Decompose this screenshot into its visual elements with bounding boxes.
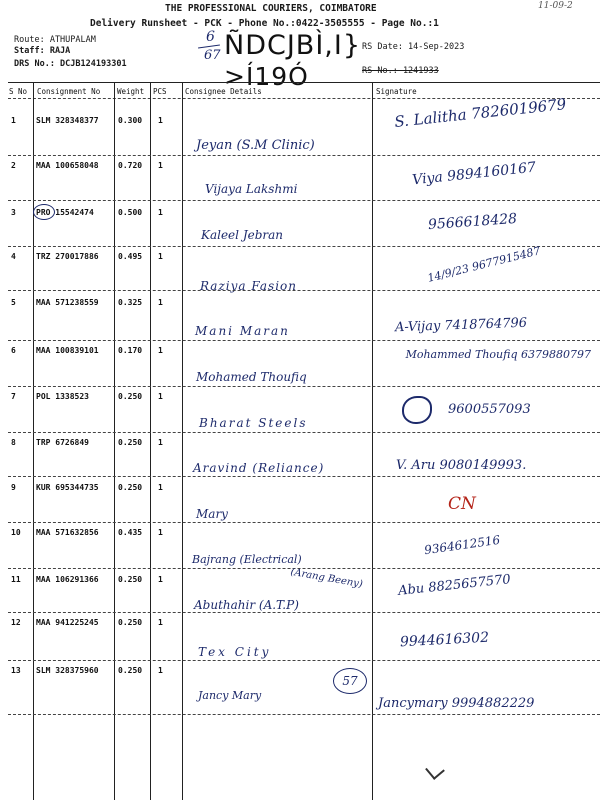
row-4-consignee: Raziya Fasion bbox=[200, 279, 297, 293]
col-divider-2 bbox=[114, 82, 115, 800]
row-2-signature: Viya 9894160167 bbox=[411, 159, 537, 189]
row-divider bbox=[8, 612, 600, 613]
col-divider-5 bbox=[372, 82, 373, 800]
row-divider bbox=[8, 155, 600, 156]
row-5-consignee: Mani Maran bbox=[195, 324, 290, 338]
row-3-circle-mark bbox=[33, 204, 55, 220]
row-2-sno: 2 bbox=[11, 161, 16, 170]
row-8-pcs: 1 bbox=[158, 438, 163, 447]
row-divider bbox=[8, 660, 600, 661]
company-title: THE PROFESSIONAL COURIERS, COIMBATORE bbox=[165, 3, 377, 14]
col-divider-1 bbox=[33, 82, 34, 800]
row-12-sno: 12 bbox=[11, 618, 21, 627]
row-1-pcs: 1 bbox=[158, 116, 163, 125]
route-label: Route: ATHUPALAM bbox=[14, 35, 96, 45]
row-divider bbox=[8, 522, 600, 523]
row-10-consignment: MAA 571632856 bbox=[36, 528, 99, 537]
row-7-signature-scribble bbox=[402, 396, 432, 424]
row-11-pcs: 1 bbox=[158, 575, 163, 584]
handwritten-count-top: 6 bbox=[206, 29, 215, 45]
row-9-weight: 0.250 bbox=[118, 483, 143, 492]
row-8-sno: 8 bbox=[11, 438, 16, 447]
row-3-signature: 9566618428 bbox=[427, 210, 518, 234]
row-9-signature: CN bbox=[448, 494, 476, 514]
row-4-weight: 0.495 bbox=[118, 252, 143, 261]
row-4-sno: 4 bbox=[11, 252, 16, 261]
row-13-sno: 13 bbox=[11, 666, 21, 675]
row-5-signature: A-Vijay 7418764796 bbox=[394, 315, 528, 336]
barcode-text-line2: >Í19Ó bbox=[224, 62, 309, 91]
row-10-signature: 9364612516 bbox=[423, 532, 501, 558]
col-header-weight: Weight bbox=[117, 87, 145, 96]
row-10-sno: 10 bbox=[11, 528, 21, 537]
row-5-consignment: MAA 571238559 bbox=[36, 298, 99, 307]
row-6-weight: 0.170 bbox=[118, 346, 143, 355]
row-divider bbox=[8, 246, 600, 247]
row-divider bbox=[8, 200, 600, 201]
header-bottom-border bbox=[8, 98, 600, 99]
row-3-sno: 3 bbox=[11, 208, 16, 217]
row-1-sno: 1 bbox=[11, 116, 16, 125]
row-divider bbox=[8, 476, 600, 477]
row-11-sno: 11 bbox=[11, 575, 21, 584]
col-header-consignee: Consignee Details bbox=[185, 87, 262, 96]
row-5-weight: 0.325 bbox=[118, 298, 143, 307]
row-9-consignee: Mary bbox=[196, 507, 228, 521]
row-13-signature: Jancymary 9994882229 bbox=[378, 696, 535, 711]
row-1-consignment: SLM 328348377 bbox=[36, 116, 99, 125]
row-2-consignment: MAA 100658048 bbox=[36, 161, 99, 170]
row-4-pcs: 1 bbox=[158, 252, 163, 261]
row-3-consignee: Kaleel Jebran bbox=[201, 228, 284, 242]
row-divider bbox=[8, 714, 600, 715]
row-10-weight: 0.435 bbox=[118, 528, 143, 537]
row-11-consignment: MAA 106291366 bbox=[36, 575, 99, 584]
row-9-pcs: 1 bbox=[158, 483, 163, 492]
col-divider-4 bbox=[182, 82, 183, 800]
row-11-consignee: Abuthahir (A.T.P) bbox=[194, 598, 299, 612]
row-13-weight: 0.250 bbox=[118, 666, 143, 675]
rs-date: RS Date: 14-Sep-2023 bbox=[362, 42, 465, 52]
col-divider-3 bbox=[150, 82, 151, 800]
row-4-signature: 14/9/23 9677915487 bbox=[426, 244, 542, 285]
row-12-weight: 0.250 bbox=[118, 618, 143, 627]
row-12-consignee: Tex City bbox=[198, 645, 272, 659]
row-8-consignee: Aravind (Reliance) bbox=[193, 461, 325, 475]
row-12-pcs: 1 bbox=[158, 618, 163, 627]
row-7-pcs: 1 bbox=[158, 392, 163, 401]
col-header-consignment: Consignment No bbox=[37, 87, 101, 96]
row-divider bbox=[8, 386, 600, 387]
barcode-text-line1: ÑDCJBÌ,I} bbox=[224, 30, 362, 61]
row-9-consignment: KUR 695344735 bbox=[36, 483, 99, 492]
corner-date-note: 11-09-2 bbox=[538, 1, 573, 11]
row-4-consignment: TRZ 270017886 bbox=[36, 252, 99, 261]
row-7-sno: 7 bbox=[11, 392, 16, 401]
col-header-pcs: PCS bbox=[153, 87, 167, 96]
row-7-consignment: POL 1338523 bbox=[36, 392, 89, 401]
row-13-consignee: Jancy Mary bbox=[198, 689, 262, 702]
runsheet-line: Delivery Runsheet - PCK - Phone No.:0422-3505555 - Page No.:1 bbox=[90, 18, 439, 29]
row-13-consignment: SLM 328375960 bbox=[36, 666, 99, 675]
row-12-consignment: MAA 941225245 bbox=[36, 618, 99, 627]
row-6-signature: Mohammed Thoufiq 6379880797 bbox=[405, 348, 591, 361]
row-3-consignment: PRO 15542474 bbox=[36, 208, 94, 217]
col-header-signature: Signature bbox=[376, 87, 417, 96]
row-7-weight: 0.250 bbox=[118, 392, 143, 401]
drs-number: DRS No.: DCJB124193301 bbox=[14, 59, 127, 69]
row-divider bbox=[8, 290, 600, 291]
row-11-weight: 0.250 bbox=[118, 575, 143, 584]
row-11-signature: Abu 8825657570 bbox=[397, 572, 512, 599]
row-6-pcs: 1 bbox=[158, 346, 163, 355]
row-11-consignee-note: (Arang Beeny) bbox=[289, 566, 364, 591]
row-10-consignee: Bajrang (Electrical) bbox=[192, 553, 302, 566]
rs-number: RS No.: 1241933 bbox=[362, 66, 439, 76]
row-3-weight: 0.500 bbox=[118, 208, 143, 217]
row-10-pcs: 1 bbox=[158, 528, 163, 537]
col-header-sno: S No bbox=[9, 87, 28, 96]
row-6-sno: 6 bbox=[11, 346, 16, 355]
row-8-signature: V. Aru 9080149993. bbox=[396, 458, 527, 473]
row-13-circled-note: 57 bbox=[333, 668, 367, 694]
handwritten-count-bottom: 67 bbox=[204, 48, 221, 63]
row-9-sno: 9 bbox=[11, 483, 16, 492]
row-1-consignee: Jeyan (S.M Clinic) bbox=[196, 138, 315, 153]
row-8-consignment: TRP 6726849 bbox=[36, 438, 89, 447]
row-2-weight: 0.720 bbox=[118, 161, 143, 170]
row-1-signature: S. Lalitha 7826019679 bbox=[393, 95, 568, 131]
row-1-weight: 0.300 bbox=[118, 116, 143, 125]
row-3-pcs: 1 bbox=[158, 208, 163, 217]
table-top-border bbox=[8, 82, 600, 83]
row-2-pcs: 1 bbox=[158, 161, 163, 170]
row-7-signature: 9600557093 bbox=[448, 402, 531, 417]
row-6-consignee: Mohamed Thoufiq bbox=[196, 370, 307, 384]
row-8-weight: 0.250 bbox=[118, 438, 143, 447]
row-12-signature: 9944616302 bbox=[399, 629, 490, 651]
staff-label: Staff: RAJA bbox=[14, 46, 71, 56]
row-divider bbox=[8, 432, 600, 433]
row-5-sno: 5 bbox=[11, 298, 16, 307]
row-6-consignment: MAA 100839101 bbox=[36, 346, 99, 355]
row-2-consignee: Vijaya Lakshmi bbox=[205, 182, 298, 196]
row-7-consignee: Bharat Steels bbox=[199, 416, 308, 430]
row-divider bbox=[8, 340, 600, 341]
row-5-pcs: 1 bbox=[158, 298, 163, 307]
pen-mark bbox=[425, 760, 445, 780]
row-13-pcs: 1 bbox=[158, 666, 163, 675]
